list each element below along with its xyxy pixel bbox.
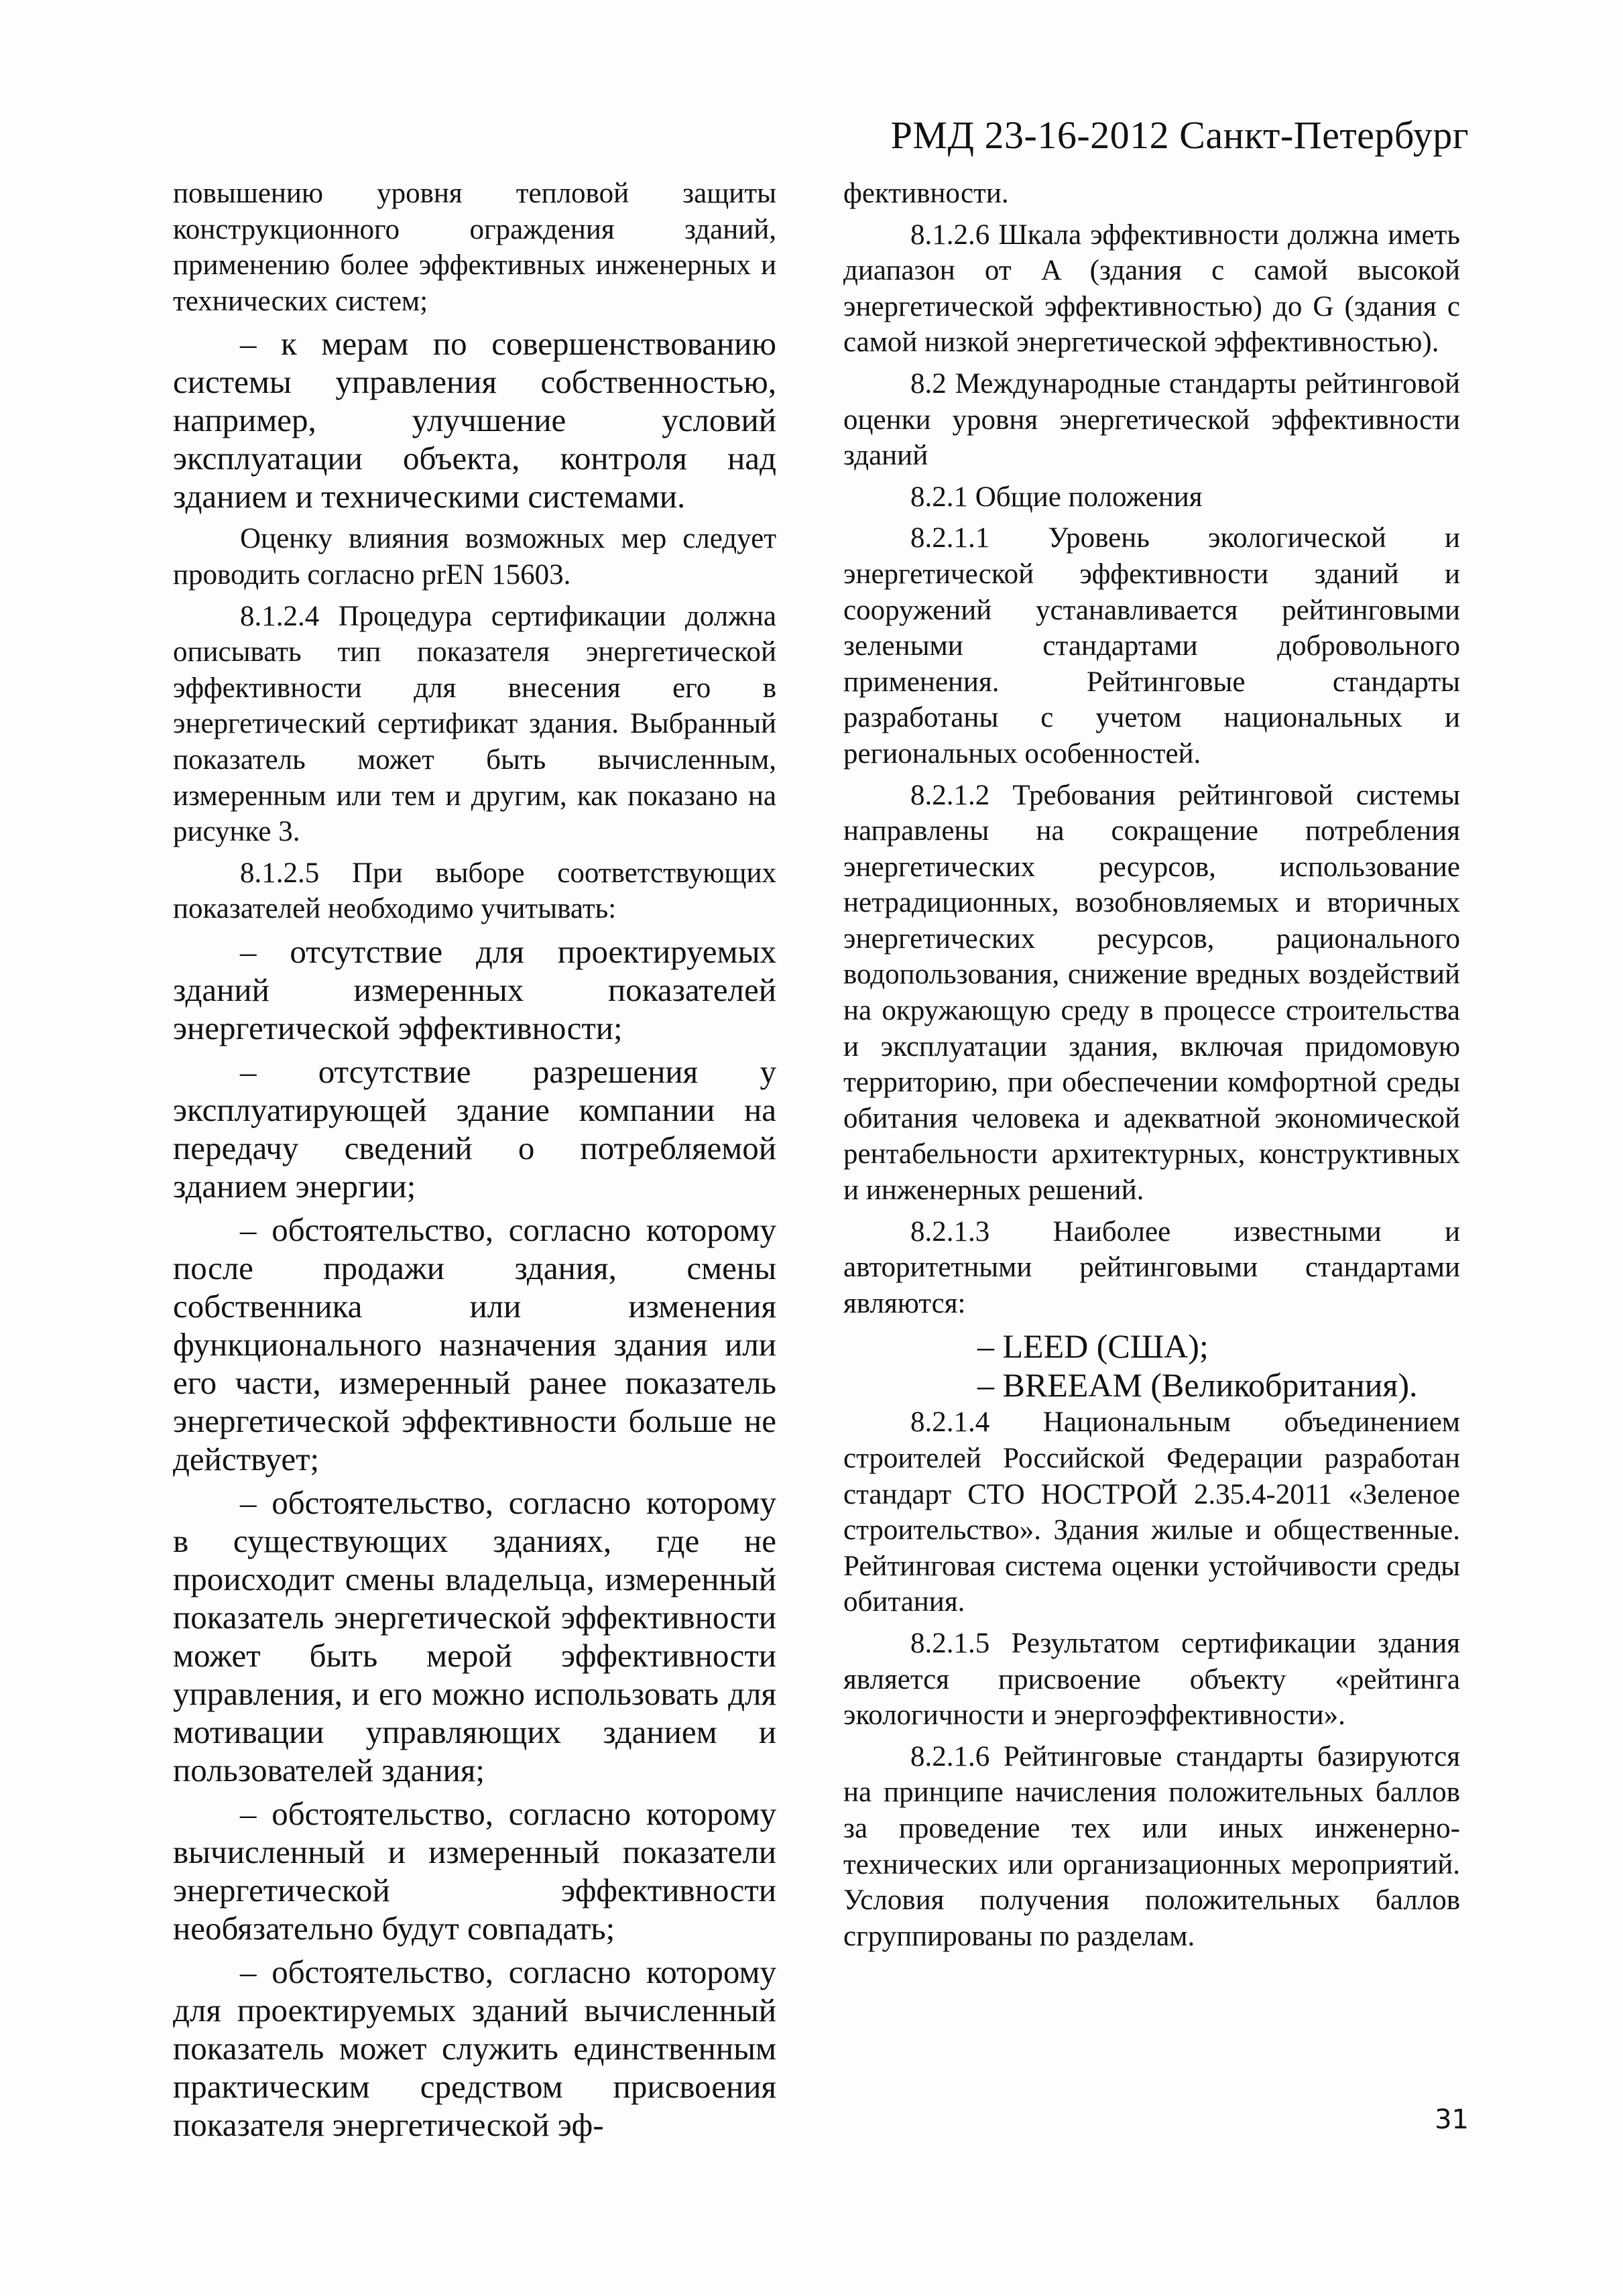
paragraph: Оценку влияния возможных мер следует проводить согласно prEN 15603. [173,523,776,591]
list-item: – к мерам по совершенствованию системы управления собственностью, например, улучшение условий эксплуатации объекта, контроля над зданием и техническими системами. [173,325,776,516]
section-heading-8-2: 8.2 Международные стандарты рейтинговой оценки уровня энергетической эффективности зданий [843,367,1460,472]
list-item: – обстоятельство, согласно которому после продажи здания, смены собственника или изменения функционального назначения здания или его части, измеренный ранее показатель энергетической эффективности больше не действует; [173,1211,776,1477]
paragraph-8-2-1-6: 8.2.1.6 Рейтинговые стандарты базируются на принципе начисления положительных баллов за проведение тех или иных инженерно-технических или организационных мероприятий. Условия получения положительных баллов сгруппированы по разделам. [843,1740,1460,1952]
list-item-leed: – LEED (США); [977,1327,1209,1366]
list-item: – обстоятельство, согласно которому для проектируемых зданий вычисленный показатель может служить единственным практическим средством присвоения показателя энергетической эф- [173,1953,776,2143]
paragraph-8-1-2-5: 8.1.2.5 При выборе соответствующих показателей необходимо учитывать: [173,857,776,925]
list-item: – обстоятельство, согласно которому вычисленный и измеренный показатели энергетической эффективности необязательно будут совпадать; [173,1795,776,1947]
list-item: – отсутствие разрешения у эксплуатирующей здание компании на передачу сведений о потребляемой зданием энергии; [173,1052,776,1205]
paragraph: фективности. [843,178,1009,209]
list-item-breeam: – BREEAM (Великобритания). [977,1366,1418,1404]
section-heading-8-2-1: 8.2.1 Общие положения [910,481,1203,513]
paragraph-8-2-1-1: 8.2.1.1 Уровень экологической и энергетической эффективности зданий и сооружений устанавливается рейтинговыми зелеными стандартами добровольного применения. Рейтинговые стандарты разработаны с учетом национальных и региональных особенностей. [843,522,1460,770]
paragraph-8-1-2-4: 8.1.2.4 Процедура сертификации должна описывать тип показателя энергетической эффективности для внесения его в энергетический сертификат здания. Выбранный показатель может быть вычисленным, измеренным или тем и другим, как показано на рисунке 3. [173,600,776,848]
list-item: – отсутствие для проектируемых зданий измеренных показателей энергетической эффективности; [173,932,776,1046]
page-number: 31 [1435,2104,1469,2135]
paragraph-8-1-2-6: 8.1.2.6 Шкала эффективности должна иметь диапазон от A (здания с самой высокой энергетической эффективностью) до G (здания с самой низкой энергетической эффективностью). [843,219,1460,359]
paragraph: повышению уровня тепловой защиты конструкционного ограждения зданий, применению более эффективных инженерных и технических систем; [173,178,776,317]
page-header: РМД 23-16-2012 Санкт-Петербург [890,113,1469,157]
paragraph-8-2-1-4: 8.2.1.4 Национальным объединением строителей Российской Федерации разработан стандарт СТО НОСТРОЙ 2.35.4-2011 «Зеленое строительство». Здания жилые и общественные. Рейтинговая система оценки устойчивости среды обитания. [843,1406,1460,1618]
paragraph-8-2-1-2: 8.2.1.2 Требования рейтинговой системы направлены на сокращение потребления энергетических ресурсов, использование нетрадиционных, возобновляемых и вторичных энергетических ресурсов, рационального водопользования, снижение вредных воздействий на окружающую среду в процессе строительства и эксплуатации здания, включая придомовую территорию, при обеспечении комфортной среды обитания человека и адекватной экономической рентабельности архитектурных, конструктивных и инженерных решений. [843,779,1460,1207]
left-column [173,176,776,2149]
right-column [843,176,1460,1959]
paragraph-8-2-1-3: 8.2.1.3 Наиболее известными и авторитетными рейтинговыми стандартами являются: [843,1215,1460,1319]
list-item: – обстоятельство, согласно которому в существующих зданиях, где не происходит смены владельца, измеренный показатель энергетической эффективности может быть мерой эффективности управления, и его можно использовать для мотивации управляющих зданием и пользователей здания; [173,1484,776,1789]
paragraph-8-2-1-5: 8.2.1.5 Результатом сертификации здания является присвоение объекту «рейтинга экологичности и энергоэффективности». [843,1627,1460,1732]
